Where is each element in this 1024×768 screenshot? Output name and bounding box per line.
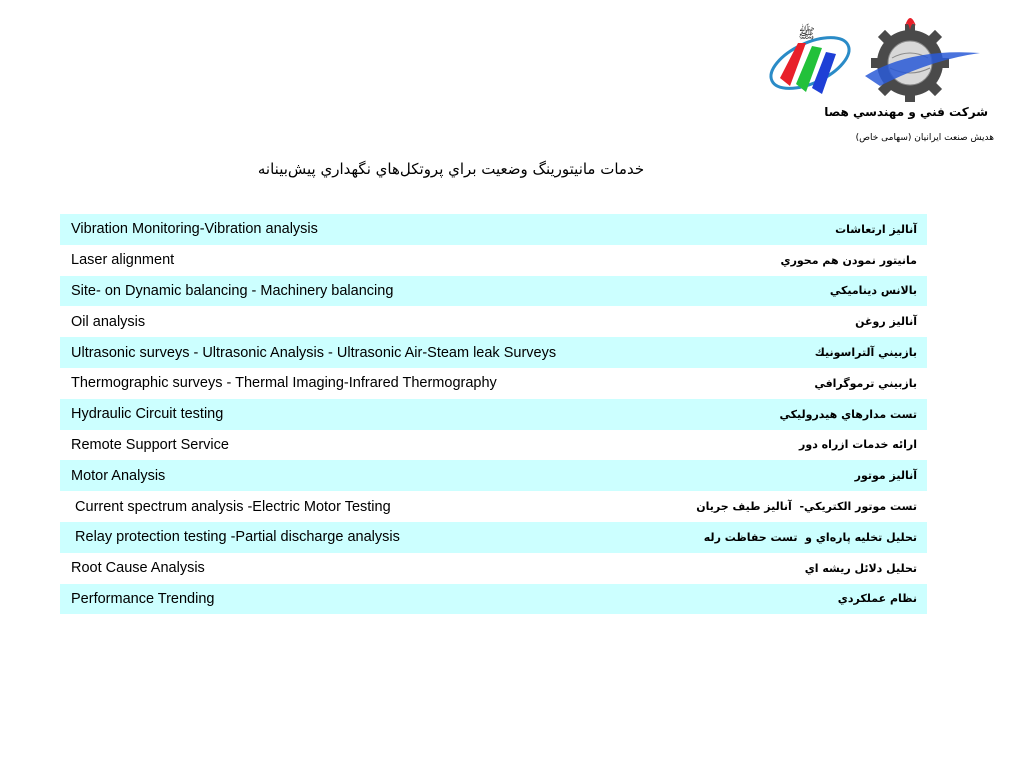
table-row (60, 460, 927, 491)
service-english: Oil analysis (71, 313, 146, 330)
service-english: Current spectrum analysis -Electric Motor Testing (71, 498, 391, 515)
service-english: Vibration Monitoring-Vibration analysis (71, 221, 318, 238)
service-english: Hydraulic Circuit testing (71, 406, 224, 423)
service-english: Site- on Dynamic balancing - Machinery balancing (71, 282, 394, 299)
service-english: Thermographic surveys - Thermal Imaging-Infrared Thermography (71, 375, 497, 392)
service-persian: بازبيني آلتراسونيك (814, 346, 917, 360)
services-table (60, 214, 927, 614)
stripes-logo-icon (763, 23, 856, 99)
service-english: Relay protection testing -Partial discharge analysis (71, 529, 400, 546)
service-persian: آناليز روغن (855, 315, 917, 329)
table-row (60, 584, 927, 615)
table-row (60, 368, 927, 399)
service-persian: آناليز موتور (854, 469, 917, 483)
company-subtitle: هدیش صنعت ایرانیان (سهامی خاص) (855, 133, 994, 143)
service-persian: بالانس ديناميكي (829, 284, 917, 298)
table-row (60, 306, 927, 337)
company-logos (760, 8, 1000, 108)
service-persian: نظام عملكردي (837, 592, 917, 606)
table-row (60, 491, 927, 522)
service-persian: تحليل دلائل ريشه اي (804, 561, 917, 575)
gear-globe-logo-icon (865, 18, 980, 102)
service-english: Motor Analysis (71, 467, 166, 484)
service-english: Performance Trending (71, 590, 215, 607)
table-row (60, 399, 927, 430)
service-persian: بازبيني ترموگرافي (814, 376, 917, 390)
table-row (60, 337, 927, 368)
service-persian: تست مدارهاي هيدروليكي (779, 407, 917, 421)
service-english: Remote Support Service (71, 436, 229, 453)
service-persian: ارائه خدمات ازراه دور (799, 438, 917, 452)
page-title: خدمات مانيتورينگ وضعيت براي پروتكل‌هاي نگهداري پيش‌بينانه (257, 160, 645, 178)
table-row (60, 430, 927, 461)
service-persian: تحليل تخليه پاره‌اي و تست حفاظت رله (703, 530, 917, 544)
table-row (60, 214, 927, 245)
service-persian: تست موتور الكتريكي- آناليز طيف جريان (696, 500, 917, 514)
table-row (60, 245, 927, 276)
table-row (60, 276, 927, 307)
table-row (60, 522, 927, 553)
company-name: شركت فني و مهندسي هصا (824, 105, 988, 119)
service-persian: مانيتور نمودن هم محوري (780, 253, 917, 267)
table-row (60, 553, 927, 584)
svg-text:ﷺ: ﷺ (798, 26, 815, 42)
service-english: Root Cause Analysis (71, 560, 205, 577)
service-persian: آناليز ارتعاشات (835, 222, 917, 236)
service-english: Laser alignment (71, 252, 175, 269)
service-english: Ultrasonic surveys - Ultrasonic Analysis - Ultrasonic Air-Steam leak Surveys (71, 344, 557, 361)
